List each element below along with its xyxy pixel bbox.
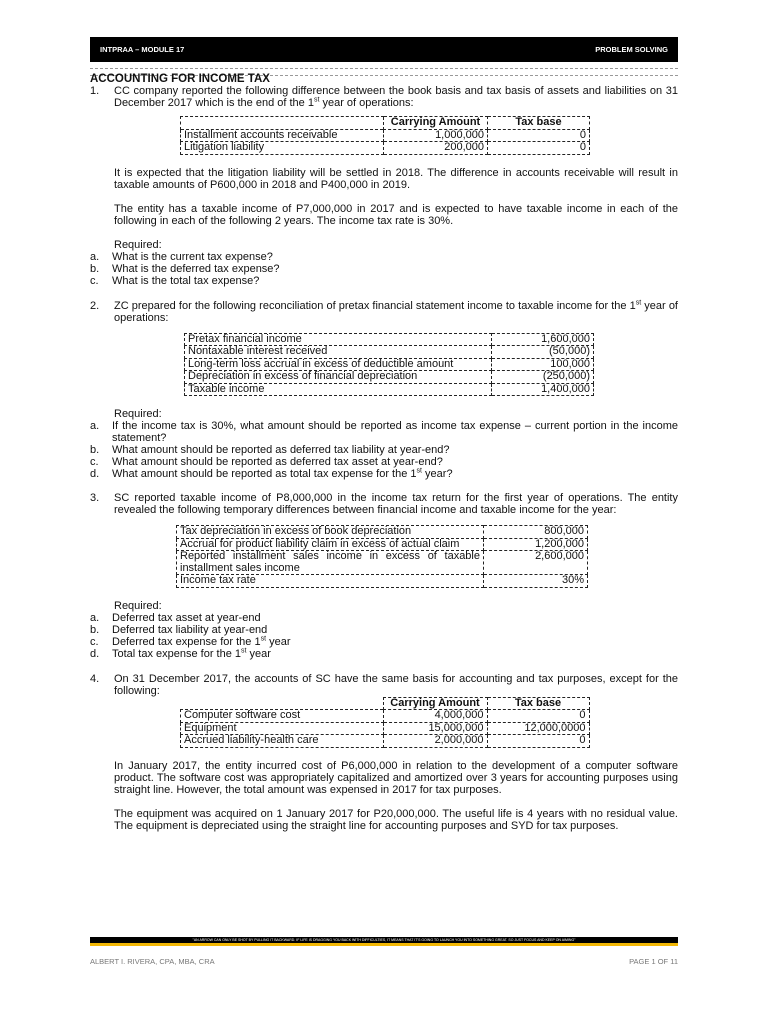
temporary-differences-table bbox=[176, 525, 588, 588]
column-header-carrying: Carrying Amount bbox=[383, 697, 487, 710]
row-value: 30% bbox=[484, 575, 588, 588]
requirement-item bbox=[90, 636, 678, 648]
column-header-taxbase: Tax base bbox=[487, 697, 589, 710]
table-row bbox=[177, 526, 588, 539]
problem-3 bbox=[90, 492, 678, 660]
req-letter: d. bbox=[90, 468, 100, 480]
table-row bbox=[181, 142, 590, 155]
intro-text: ZC prepared for the following reconciliation of pretax financial statement income to taxable income for the 1 bbox=[114, 299, 636, 312]
row-value: 1,600,000 bbox=[492, 333, 594, 346]
basis-table bbox=[180, 116, 590, 155]
problem-intro bbox=[114, 300, 678, 324]
intro-text-end: year of operations: bbox=[319, 97, 414, 109]
document-title: ACCOUNTING FOR INCOME TAX bbox=[90, 73, 270, 85]
row-carrying: 200,000 bbox=[384, 142, 488, 155]
row-label: Long-term loss accrual in excess of deductible amount bbox=[185, 358, 492, 371]
paragraph: It is expected that the litigation liability will be settled in 2018. The difference in accounts receivable will result in taxable amounts of P600,000 in 2018 and P400,000 in 2019. bbox=[114, 166, 678, 191]
req-text: What amount should be reported as deferred tax liability at year-end? bbox=[112, 444, 450, 456]
page-footer bbox=[90, 957, 678, 966]
req-text-b: year bbox=[266, 635, 291, 648]
paragraph: The equipment was acquired on 1 January 2017 for P20,000,000. The useful life is 4 years with no residual value. The equipment is depreciated using the straight line for accounting purposes and SYD for tax purposes. bbox=[114, 807, 678, 832]
req-text bbox=[112, 468, 453, 480]
row-taxbase: 0 bbox=[488, 129, 590, 142]
req-text: What amount should be reported as deferred tax asset at year-end? bbox=[112, 456, 443, 468]
row-value: 800,000 bbox=[484, 526, 588, 539]
header-section: PROBLEM SOLVING bbox=[595, 45, 668, 54]
req-text bbox=[112, 648, 271, 660]
req-text-b: year bbox=[246, 647, 271, 660]
req-text: If the income tax is 30%, what amount should be reported as income tax expense – current portion in the income statement? bbox=[112, 420, 678, 444]
problem-2 bbox=[90, 300, 678, 481]
req-letter: a. bbox=[90, 611, 100, 624]
table-row bbox=[177, 538, 588, 551]
req-text-a: Total tax expense for the 1 bbox=[112, 647, 242, 660]
column-header-carrying: Carrying Amount bbox=[384, 117, 488, 130]
req-letter: c. bbox=[90, 456, 99, 468]
table-row bbox=[181, 710, 590, 723]
problem-intro bbox=[114, 85, 678, 109]
required-label: Required: bbox=[114, 408, 162, 420]
req-text: What is the current tax expense? bbox=[112, 250, 273, 263]
req-letter: a. bbox=[90, 250, 100, 263]
row-value: 1,200,000 bbox=[484, 538, 588, 551]
table-row bbox=[185, 383, 594, 396]
table-row bbox=[177, 575, 588, 588]
required-label: Required: bbox=[114, 599, 162, 612]
problem-number: 3. bbox=[90, 492, 100, 504]
footer-quote: "AN ARROW CAN ONLY BE SHOT BY PULLING IT BACKWARD. IF LIFE IS DRAGGING YOU BACK WITH DIFFICULTIES, IT MEANS THAT IT'S GOING TO LAUNCH YOU INTO SOMETHING GREAT. SO JUST FOCUS AND KEEP ON AIMING" bbox=[90, 937, 678, 943]
req-text: Deferred tax asset at year-end bbox=[112, 611, 261, 624]
requirement-item bbox=[90, 456, 678, 468]
problem-intro: SC reported taxable income of P8,000,000 in the income tax return for the first year of operations. The entity revealed the following temporary differences between financial income and taxable income for the year: bbox=[114, 492, 678, 516]
row-carrying: 15,000,000 bbox=[383, 722, 487, 735]
table-row bbox=[185, 346, 594, 359]
row-label: Reported installment sales income in excess of taxable installment sales income bbox=[177, 551, 484, 575]
row-label: Pretax financial income bbox=[185, 333, 492, 346]
column-header-taxbase: Tax base bbox=[488, 117, 590, 130]
row-value: 2,600,000 bbox=[484, 551, 588, 575]
problem-number: 4. bbox=[90, 672, 100, 685]
row-taxbase: 0 bbox=[487, 710, 589, 723]
row-value: (50,000) bbox=[492, 346, 594, 359]
superscript: st bbox=[241, 646, 247, 654]
paragraph: The entity has a taxable income of P7,000,000 in 2017 and is expected to have taxable income in each of the following in each of the following 2 years. The income tax rate is 30%. bbox=[114, 202, 678, 227]
row-label: Depreciation in excess of financial depreciation bbox=[185, 371, 492, 384]
row-label: Litigation liability bbox=[181, 142, 384, 155]
document-body bbox=[90, 73, 678, 832]
table-row bbox=[185, 358, 594, 371]
problem-number: 1. bbox=[90, 85, 100, 97]
row-taxbase: 0 bbox=[487, 735, 589, 748]
req-text: What is the deferred tax expense? bbox=[112, 262, 280, 275]
problem-intro: On 31 December 2017, the accounts of SC have the same basis for accounting and tax purposes, except for the following: bbox=[114, 672, 678, 697]
problem-1 bbox=[90, 85, 678, 287]
requirement-item bbox=[90, 420, 678, 444]
row-carrying: 2,000,000 bbox=[383, 735, 487, 748]
requirement-item bbox=[90, 612, 678, 624]
table-row bbox=[185, 333, 594, 346]
req-text: What is the total tax expense? bbox=[112, 274, 260, 287]
paragraph: In January 2017, the entity incurred cost of P6,000,000 in relation to the development of a computer software product. The software cost was appropriately capitalized and amortized over 3 years for accounting purposes using straight line. However, the total amount was expensed in 2017 for tax purposes. bbox=[114, 759, 678, 796]
row-carrying: 1,000,000 bbox=[384, 129, 488, 142]
requirement-item bbox=[90, 444, 678, 456]
requirement-item bbox=[90, 263, 678, 275]
page-number: PAGE 1 OF 11 bbox=[629, 957, 678, 966]
req-letter: a. bbox=[90, 420, 100, 432]
superscript: st bbox=[313, 96, 320, 104]
row-taxbase: 12,000,0000 bbox=[487, 722, 589, 735]
req-letter: b. bbox=[90, 444, 100, 456]
row-value: (250,000) bbox=[492, 371, 594, 384]
req-letter: c. bbox=[90, 274, 99, 287]
footer-bar bbox=[90, 937, 678, 946]
reconciliation-table bbox=[184, 333, 594, 397]
intro-text-end: year of operations: bbox=[114, 299, 678, 324]
row-label: Accrual for product liability claim in excess of actual claim bbox=[177, 538, 484, 551]
table-row bbox=[181, 129, 590, 142]
row-label: Taxable income bbox=[185, 383, 492, 396]
row-value: 1,400,000 bbox=[492, 383, 594, 396]
row-label: Computer software cost bbox=[181, 710, 384, 723]
row-taxbase: 0 bbox=[488, 142, 590, 155]
req-text-b: year? bbox=[421, 468, 453, 480]
req-letter: b. bbox=[90, 262, 100, 275]
table-row bbox=[181, 722, 590, 735]
superscript: st bbox=[416, 467, 422, 475]
req-text-a: Deferred tax expense for the 1 bbox=[112, 635, 261, 648]
row-carrying: 4,000,000 bbox=[383, 710, 487, 723]
row-label: Income tax rate bbox=[177, 575, 484, 588]
table-row bbox=[177, 551, 588, 575]
req-letter: c. bbox=[90, 635, 99, 648]
basis-table bbox=[180, 697, 590, 748]
req-letter: b. bbox=[90, 623, 100, 636]
requirement-item bbox=[90, 624, 678, 636]
superscript: st bbox=[260, 634, 267, 642]
header-divider bbox=[90, 68, 678, 69]
row-label: Tax depreciation in excess of book depreciation bbox=[177, 526, 484, 539]
required-label: Required: bbox=[114, 238, 162, 251]
row-value: 100,000 bbox=[492, 358, 594, 371]
intro-text: CC company reported the following difference between the book basis and tax basis of assets and liabilities on 31 December 2017 which is the end of the 1 bbox=[114, 85, 678, 109]
superscript: st bbox=[635, 298, 642, 306]
requirement-item bbox=[90, 648, 678, 660]
row-label: Nontaxable interest received bbox=[185, 346, 492, 359]
requirement-item bbox=[90, 468, 678, 480]
header-module: INTPRAA – MODULE 17 bbox=[100, 45, 185, 54]
req-letter: d. bbox=[90, 647, 100, 660]
row-label: Accrued liability-health care bbox=[181, 735, 384, 748]
page-header bbox=[90, 37, 678, 62]
row-label: Equipment bbox=[181, 722, 384, 735]
footer-author: ALBERT I. RIVERA, CPA, MBA, CRA bbox=[90, 957, 215, 966]
row-label: Installment accounts receivable bbox=[181, 129, 384, 142]
req-text bbox=[112, 636, 291, 648]
problem-number: 2. bbox=[90, 299, 100, 312]
req-text-a: What amount should be reported as total tax expense for the 1 bbox=[112, 468, 417, 480]
table-row bbox=[185, 371, 594, 384]
table-row bbox=[181, 735, 590, 748]
req-text: Deferred tax liability at year-end bbox=[112, 623, 268, 636]
requirement-item bbox=[90, 251, 678, 263]
requirement-item bbox=[90, 275, 678, 287]
problem-4 bbox=[90, 673, 678, 832]
